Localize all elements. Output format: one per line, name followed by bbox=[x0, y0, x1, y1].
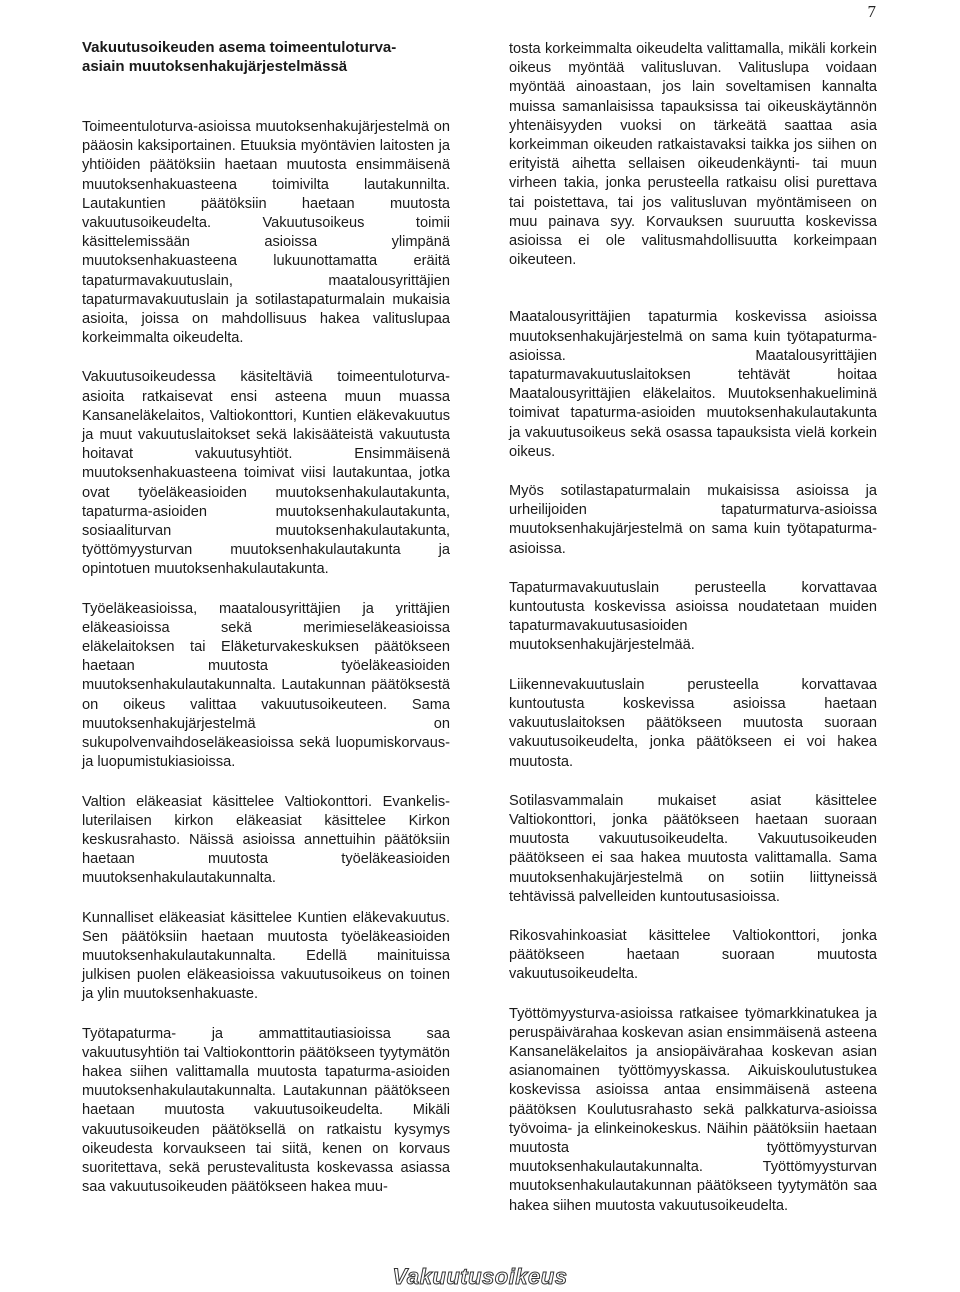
page-number: 7 bbox=[867, 2, 876, 21]
paragraph: Liikennevakuutuslain perusteella korvattavaa kuntoutusta koskevissa asioissa haetaan vakuutuslaitoksen päätökseen muutosta suoraan vakuutusoikeudelta, jonka päätökseen ei voi hakea muutosta. bbox=[509, 676, 877, 770]
left-column bbox=[82, 38, 450, 1216]
footer-logo: Vakuutusoikeus bbox=[392, 1264, 568, 1289]
paragraph: Työeläkeasioissa, maatalousyrittäjien ja yrittäjien eläkeasioissa sekä merimieseläkeasioissa eläkelaitoksen tai Eläketurvakeskuksen päätökseen haetaan muutosta työeläkeasioiden muutoksenhakulautakunnalta. Lautakunnan päätöksestä on oikeus valittaa vakuutusoikeuteen. Sama muutoksenhakujärjestelmä on sukupolvenvaihdoseläkeasioissa sekä luopumiskorvaus- ja luopumistukiasioissa. bbox=[82, 600, 450, 771]
paragraph: Työtapaturma- ja ammattitautiasioissa saa vakuutusyhtiön tai Valtiokonttorin päätökseen tyytymätön hakea siihen valittamalla muutosta tapaturma-asioiden muutoksenhakulautakunnalta. Lautakunnan päätökseen haetaan muutosta vakuutusoikeudelta. Mikäli vakuutusoikeuden päätöksellä on ratkaistu kysymys oikeudesta korvaukseen tai siitä, kenen on korvaus suoritettava, sekä perustevalitusta koskevassa asiassa saa vakuutusoikeuden päätökseen hakea muu- bbox=[82, 1025, 450, 1196]
paragraph: Tapaturmavakuutuslain perusteella korvattavaa kuntoutusta koskevissa asioissa noudatetaan muiden tapaturmavakuutusasioiden muutoksenhakujärjestelmää. bbox=[509, 579, 877, 654]
paragraph: Toimeentuloturva-asioissa muutoksenhakujärjestelmä on pääosin kaksiportainen. Etuuksia myöntävien laitosten ja yhtiöiden päätöksiin haetaan muutosta ensimmäisenä muutoksenhakuasteena toimivilta lautakunnilta. Lautakuntien päätöksiin haetaan muutosta vakuutusoikeudelta. Vakuutusoikeus toimii käsittelemissään asioissa ylimpänä muutoksenhakuasteena lukuunottamatta eräitä tapaturmavakuutuslain, maatalousyrittäjien tapaturmavakuutuslain ja sotilastapaturmalain mukaisia asioita, joissa on mahdollisuus hakea valituslupaa korkeimmalta oikeudelta. bbox=[82, 119, 450, 347]
paragraph: tosta korkeimmalta oikeudelta valittamalla, mikäli korkein oikeus myöntää valitusluvan. Valituslupa voidaan myöntää ainoastaan, jos lain soveltamisen kannalta muissa samanlaisissa tapauksissa tai oikeuskäytännön yhtenäisyyden vuoksi on tärkeätä saattaa asia korkeimman oikeuden ratkaistavaksi taikka jos siihen on erityistä aihetta sellaisen oikeudenkäynti- tai muun virheen takia, jonka perusteella ratkaisu olisi purettava tai poistettava, tai jos valitusluvan myöntämiseen on muu painava syy. Korvauksen suuruutta koskevissa asioissa ei ole valitusmahdollisuutta korkeimpaan oikeuteen. bbox=[509, 41, 877, 269]
paragraph: Valtion eläkeasiat käsittelee Valtiokonttori. Evankelis-luterilaisen kirkon eläkeasiat käsittelee Kirkon keskusrahasto. Näissä asioissa annettuihin päätöksiin haetaan muutosta työeläkeasioiden muutoksenhakulautakunnalta. bbox=[82, 793, 450, 887]
right-column bbox=[509, 40, 877, 1235]
paragraph: Kunnalliset eläkeasiat käsittelee Kuntien eläkevakuutus. Sen päätöksiin haetaan muutosta työeläkeasioiden muutoksenhakulautakunnalta. Edellä mainituissa julkisen puolen eläkeasioissa vakuutusoikeus on toinen ja ylin muutoksenhakuaste. bbox=[82, 909, 450, 1003]
section-heading: Vakuutusoikeuden asema toimeentuloturva-asiain muutoksenhakujärjestelmässä bbox=[82, 39, 397, 75]
paragraph: Vakuutusoikeudessa käsiteltäviä toimeentuloturva-asioita ratkaisevat ensi asteena muun muassa Kansaneläkelaitos, Valtiokonttori, Kuntien eläkevakuutus ja muut vakuutuslaitokset sekä lakisääteistä vakuutusta hoitavat vakuutusyhtiöt. Ensimmäisenä muutoksenhakuasteena toimivat viisi lautakuntaa, jotka ovat työeläkeasioiden muutoksenhakulautakunta, tapaturma-asioiden muutoksenhakulautakunta, sosiaaliturvan muutoksenhakulautakunta, työttömyysturvan muutoksenhakulautakunta ja opintotuen muutoksenhakulautakunta. bbox=[82, 369, 450, 578]
paragraph: Rikosvahinkoasiat käsittelee Valtiokonttori, jonka päätökseen haetaan suoraan muutosta vakuutusoikeudelta. bbox=[509, 927, 877, 983]
paragraph: Maatalousyrittäjien tapaturmia koskevissa asioissa muutoksenhakujärjestelmä on sama kuin työtapaturma-asioissa. Maatalousyrittäjien tapaturmavakuutuslaitoksen tehtävät hoitaa Maatalousyrittäjien eläkelaitos. Muutoksenhakueliminä toimivat tapaturma-asioiden muutoksenhakulautakunta ja vakuutusoikeus sekä osassa tapauksista vielä korkein oikeus. bbox=[509, 309, 877, 460]
paragraph: Työttömyysturva-asioissa ratkaisee työmarkkinatukea ja peruspäivärahaa koskevan asian ensimmäisenä asteena Kansaneläkelaitos ja ansiopäivärahaa koskevan asian asianomainen työttömyyskassa. Aikuiskoulutustukea koskevissa asioissa antaa ensimmäisenä asteena päätöksen Koulutusrahasto sekä palkkaturva-asioissa työvoima- ja elinkeinokeskus. Näihin päätöksiin haetaan muutosta työttömyysturvan muutoksenhakulautakunnalta. Työttömyysturvan muutoksenhakulautakunnan päätökseen tyytymätön saa hakea siihen muutosta vakuutusoikeudelta. bbox=[509, 1005, 877, 1214]
paragraph: Sotilasvammalain mukaiset asiat käsittelee Valtiokonttori, jonka päätökseen haetaan suoraan muutosta vakuutusoikeudelta. Vakuutusoikeuden päätökseen ei saa hakea muutosta valittamalla. Sama muutoksenhakujärjestelmä on sotiin liittyneissä tehtävissä palvelleiden kuntoutusasioissa. bbox=[509, 792, 877, 905]
paragraph: Myös sotilastapaturmalain mukaisissa asioissa ja urheilijoiden tapaturmaturva-asioissa muutoksenhakujärjestelmä on sama kuin työtapaturma-asioissa. bbox=[509, 483, 877, 557]
